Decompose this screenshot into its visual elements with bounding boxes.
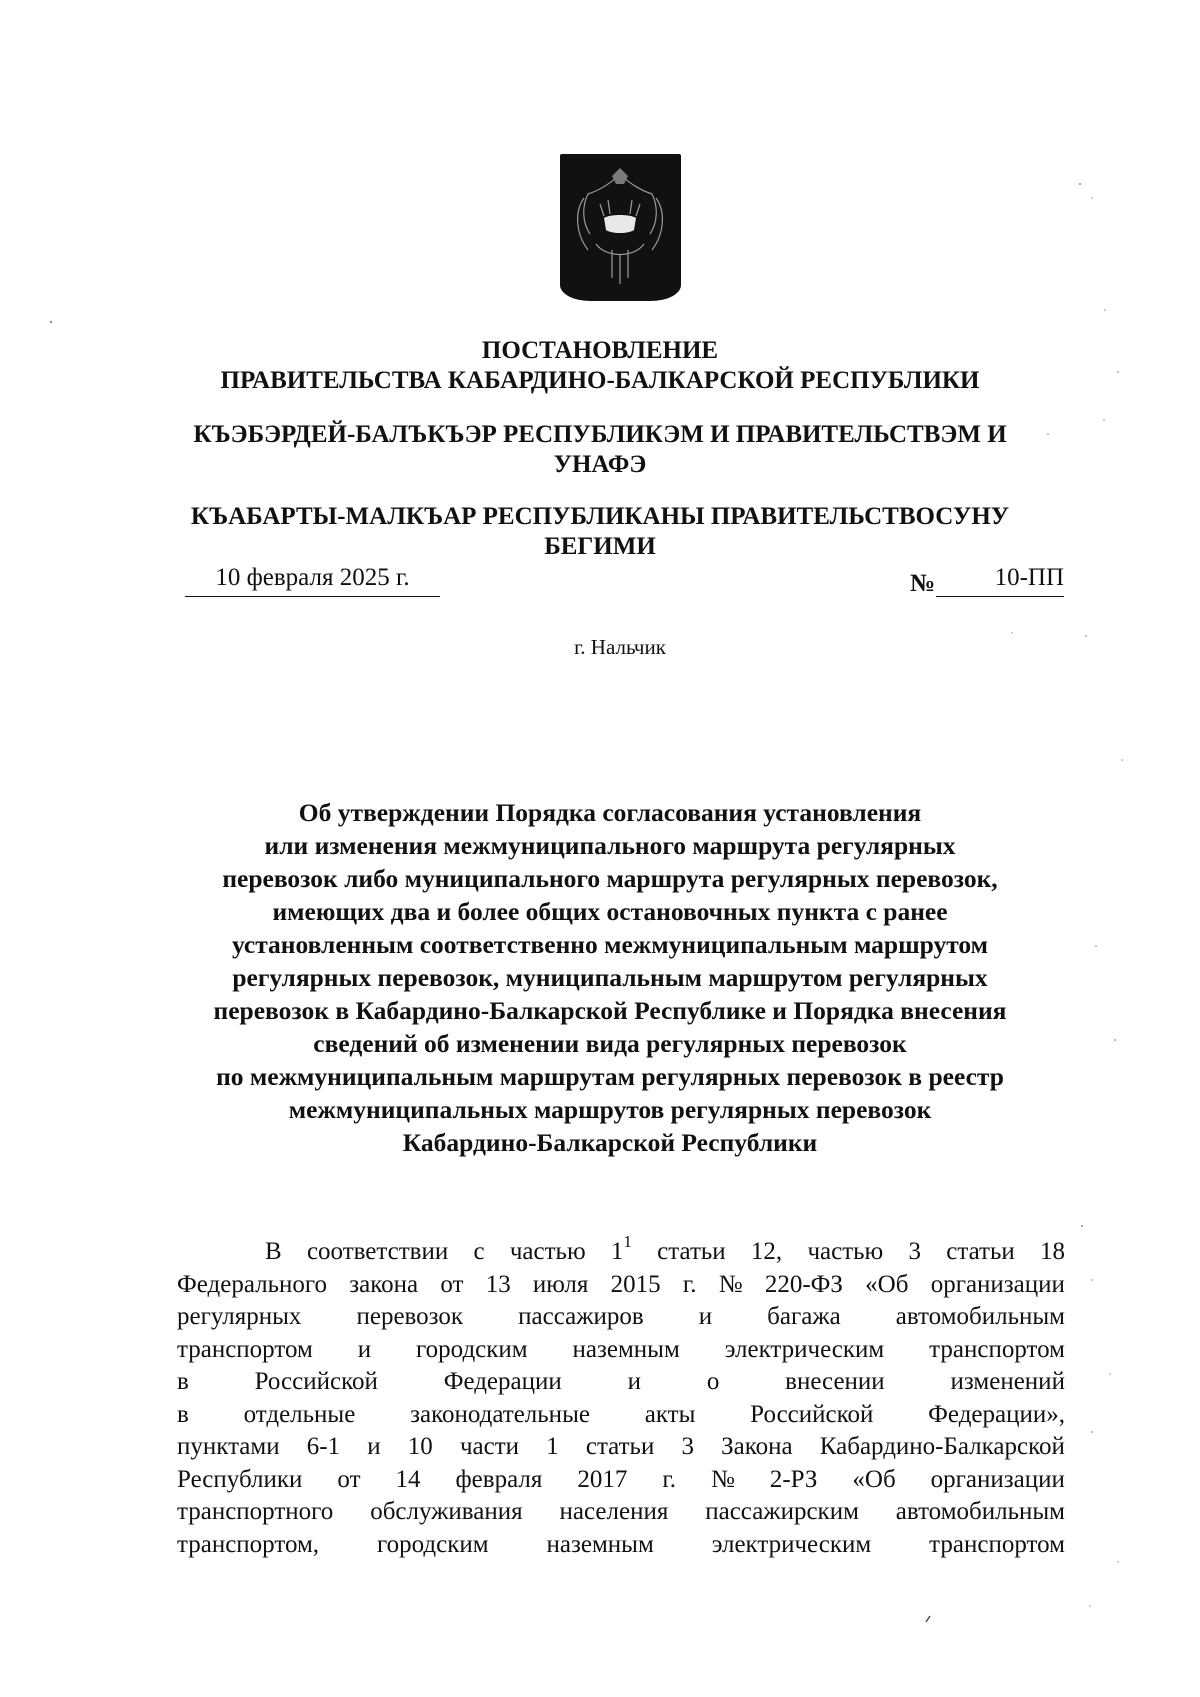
word: 2015 [610, 1270, 661, 1298]
word: статьи [657, 1238, 726, 1265]
header-title: ПОСТАНОВЛЕНИЕ [481, 337, 719, 364]
title-line: перевозок в Кабардино-Балкарской Республике и Порядка внесения [213, 996, 1007, 1025]
word: населения [559, 1498, 669, 1525]
balkar-line-1: КЪАБАРТЫ-МАЛКЪАР РЕСПУБЛИКАНЫ ПРАВИТЕЛЬСТВОСУНУ [190, 503, 1010, 530]
word: наземным [572, 1335, 680, 1363]
word: «Об [865, 1270, 909, 1298]
word: закона [349, 1270, 419, 1298]
word: 12, [750, 1238, 783, 1265]
word: статьи [585, 1433, 655, 1460]
word: и [357, 1335, 372, 1363]
word: законодательные [410, 1400, 590, 1428]
word: г. [682, 1270, 697, 1298]
word: и [698, 1303, 713, 1330]
word: отдельные [243, 1400, 356, 1428]
part-superscript: 1 [623, 1231, 632, 1251]
word: в [177, 1368, 189, 1395]
word: багажа [767, 1303, 841, 1330]
word: пассажиров [518, 1303, 644, 1330]
word: 14 [395, 1465, 421, 1493]
word: В [265, 1238, 282, 1265]
word: 3 [908, 1238, 921, 1265]
word: Федерального [177, 1270, 328, 1298]
title-line: имеющих два и более общих остановочных пункта с ранее [272, 897, 948, 926]
word: перевозок [356, 1303, 464, 1330]
word: февраля [455, 1465, 543, 1493]
word: 3 [681, 1433, 694, 1460]
word: № [718, 1270, 743, 1298]
word: в [177, 1400, 189, 1428]
balkar-line-2: БЕГИМИ [544, 533, 656, 560]
word: городским [376, 1530, 489, 1558]
word: и [627, 1368, 641, 1395]
word: 10 [407, 1433, 433, 1460]
word: обслуживания [370, 1498, 523, 1525]
word: 2-РЗ [769, 1465, 818, 1493]
title-line: установленным соответственно межмуниципальным маршрутом [231, 930, 989, 959]
word: Российской [750, 1400, 874, 1428]
word: 18 [1040, 1238, 1065, 1265]
title-line: межмуниципальных маршрутов регулярных перевозок [288, 1095, 932, 1124]
word: соответствии [306, 1238, 449, 1265]
title-line: Об утверждении Порядка согласования установления [298, 798, 922, 827]
word: Республики [177, 1465, 303, 1493]
word: «Об [852, 1465, 896, 1493]
word: изменений [950, 1368, 1065, 1395]
word: № [711, 1465, 735, 1493]
title-line: Кабардино-Балкарской Республики [402, 1128, 818, 1157]
word: электрическим [724, 1335, 885, 1363]
word: и [367, 1433, 381, 1460]
word: организации [930, 1270, 1065, 1298]
number-sign: № [910, 570, 936, 597]
title-line: сведений об изменении вида регулярных перевозок [313, 1029, 907, 1058]
title-line: перевозок либо муниципального маршрута регулярных перевозок, [222, 864, 998, 893]
word: 2017 [577, 1465, 628, 1493]
kabardian-line-2: УНАФЭ [553, 451, 647, 478]
word: транспортом [929, 1530, 1065, 1558]
word: наземным [546, 1530, 654, 1558]
word: транспортом, [177, 1530, 320, 1558]
word: внесении [785, 1368, 885, 1395]
word: электрическим [711, 1530, 872, 1558]
title-line: по межмуниципальным маршрутам регулярных перевозок в реестр [216, 1062, 1004, 1091]
word: акты [644, 1400, 696, 1428]
word: транспортом [929, 1335, 1065, 1363]
word: 1 [546, 1433, 559, 1460]
word: Кабардино-Балкарской [819, 1433, 1065, 1460]
word: регулярных [177, 1303, 302, 1330]
title-line: регулярных перевозок, муниципальным маршрутом регулярных [232, 963, 988, 992]
document-date: 10 февраля 2025 г. [185, 564, 440, 597]
word: статьи [946, 1238, 1015, 1265]
kabardian-line-1: КЪЭБЭРДЕЙ-БАЛЪКЪЭР РЕСПУБЛИКЭМ И ПРАВИТЕЛЬСТВЭМ И [193, 421, 1007, 448]
title-line: или изменения межмуниципального маршрута регулярных [264, 831, 956, 860]
word: о [706, 1368, 720, 1395]
word: Федерации [443, 1368, 562, 1395]
word: от [440, 1270, 464, 1298]
word: частью [509, 1238, 586, 1265]
word: Федерации», [928, 1400, 1065, 1428]
city-name: г. Нальчик [574, 635, 666, 659]
document-number: 10-ПП [936, 564, 1064, 597]
word: 220-ФЗ [764, 1270, 843, 1298]
header-government: ПРАВИТЕЛЬСТВА КАБАРДИНО-БАЛКАРСКОЙ РЕСПУБЛИКИ [220, 367, 980, 394]
word: автомобильным [895, 1498, 1065, 1525]
word: организации [930, 1465, 1065, 1493]
word: транспортного [177, 1498, 334, 1525]
word: 6-1 [306, 1433, 341, 1460]
word: 1 [610, 1238, 624, 1265]
word: 13 [485, 1270, 511, 1298]
word: части [459, 1433, 520, 1460]
word: пунктами [177, 1433, 280, 1460]
word: Российской [254, 1368, 378, 1395]
word: г. [662, 1465, 677, 1493]
word: Закона [721, 1433, 793, 1460]
word: с [473, 1238, 485, 1265]
word: транспортом [177, 1335, 313, 1363]
word: июля [532, 1270, 589, 1298]
word: частью [807, 1238, 884, 1265]
word: автомобильным [895, 1303, 1065, 1330]
word: пассажирским [705, 1498, 859, 1525]
word: от [337, 1465, 361, 1493]
word: городским [416, 1335, 528, 1363]
